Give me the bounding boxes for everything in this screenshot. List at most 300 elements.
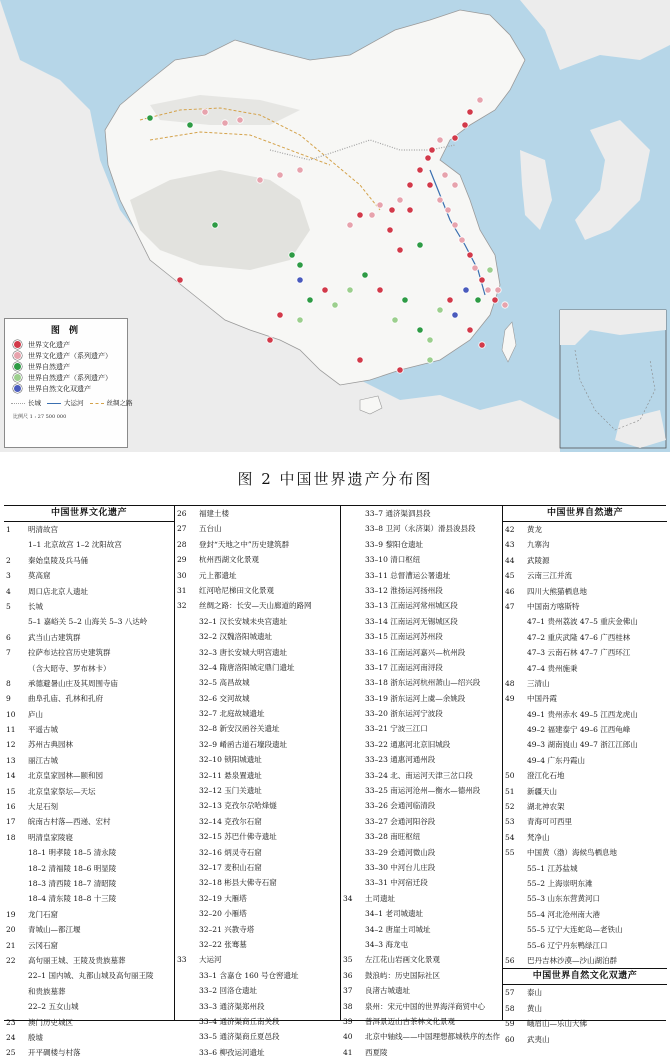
heritage-site-marker <box>297 277 303 283</box>
site-number <box>341 721 365 736</box>
heritage-site-marker <box>417 167 423 173</box>
heritage-site-marker <box>347 222 353 228</box>
site-number <box>4 984 28 999</box>
site-number <box>4 891 28 906</box>
table-row <box>4 584 174 599</box>
site-number: 17 <box>6 817 16 827</box>
site-number: 12 <box>6 740 16 750</box>
table-row <box>4 799 174 814</box>
heritage-site-marker <box>257 177 263 183</box>
heritage-site-marker <box>389 207 395 213</box>
heritage-site-marker <box>277 172 283 178</box>
site-name: 33–12 淮扬运河扬州段 <box>365 585 443 595</box>
site-name: 55–4 河北沧州南大港 <box>527 909 600 919</box>
site-name: 33–16 江南运河嘉兴—杭州段 <box>365 647 466 657</box>
table-row <box>341 737 503 752</box>
site-name: 33–27 会通河阳谷段 <box>365 816 436 826</box>
heritage-site-marker <box>425 155 431 161</box>
site-name: 平遥古城 <box>28 725 58 735</box>
table-row <box>341 506 503 521</box>
site-number <box>175 829 199 844</box>
site-name: 33–28 南旺枢纽 <box>365 832 421 842</box>
site-number <box>175 783 199 798</box>
legend-item-mixed <box>5 383 127 394</box>
site-name: 22–1 国内城、丸都山城及高句丽王陵 <box>28 971 154 981</box>
table-row <box>175 691 341 706</box>
site-number: 20 <box>6 925 16 935</box>
table-row <box>341 645 503 660</box>
table-row <box>175 860 341 875</box>
site-number <box>341 829 365 844</box>
heritage-site-marker <box>492 297 498 303</box>
heritage-site-marker <box>402 297 408 303</box>
site-number: 22 <box>6 955 16 965</box>
silk-road-line-icon <box>90 403 104 404</box>
table-row <box>503 876 667 891</box>
table-row <box>175 829 341 844</box>
culture-header: 中国世界文化遗产 <box>4 506 174 522</box>
site-number: 40 <box>343 1032 353 1042</box>
table-row <box>341 552 503 567</box>
heritage-site-marker <box>495 287 501 293</box>
table-row <box>503 814 667 829</box>
site-name: 33–26 会通河临清段 <box>365 801 436 811</box>
site-number <box>175 968 199 983</box>
table-row <box>175 814 341 829</box>
site-name: 33–1 含嘉仓 160 号仓窖遗址 <box>199 970 299 980</box>
site-number <box>175 999 199 1014</box>
table-row <box>4 1030 174 1045</box>
site-number: 51 <box>505 786 515 796</box>
table-row <box>503 985 667 1000</box>
heritage-site-marker <box>347 287 353 293</box>
table-row <box>4 737 174 752</box>
site-name: 西夏陵 <box>365 1047 388 1057</box>
table-row <box>4 907 174 922</box>
site-name: 明清故宫 <box>28 525 58 534</box>
table-row <box>341 783 503 798</box>
heritage-site-marker <box>297 317 303 323</box>
site-name: 33–2 回洛仓遗址 <box>199 986 257 996</box>
site-name: 33–6 柳孜运河遗址 <box>199 1047 265 1057</box>
site-name: 和贵族墓葬 <box>28 986 66 996</box>
site-name: 55–2 上海崇明东滩 <box>527 878 593 888</box>
site-name: 莫高窟 <box>28 571 51 581</box>
legend-line-grand-canal <box>47 398 84 407</box>
heritage-site-marker <box>459 237 465 243</box>
site-number <box>4 999 28 1014</box>
site-number: 41 <box>343 1047 353 1057</box>
table-row <box>341 937 503 952</box>
heritage-site-marker <box>487 267 493 273</box>
table-row <box>4 676 174 691</box>
site-number: 24 <box>6 1032 16 1042</box>
table-row <box>175 1045 341 1060</box>
site-name: 黄山 <box>527 1003 542 1013</box>
site-name: 峨眉山—乐山大佛 <box>527 1019 587 1029</box>
great-wall-line-icon <box>11 403 25 404</box>
site-name: 云冈石窟 <box>28 940 58 950</box>
heritage-site-marker <box>322 287 328 293</box>
table-row <box>4 968 174 983</box>
site-number <box>341 506 365 521</box>
site-name: 34–1 老司城遗址 <box>365 909 423 919</box>
site-name: （含大昭寺、罗布林卡） <box>28 663 111 673</box>
site-name: 杭州西湖文化景观 <box>199 555 259 565</box>
site-number: 36 <box>343 970 353 980</box>
site-number <box>175 645 199 660</box>
site-name: 梵净山 <box>527 832 550 842</box>
table-row <box>503 1032 667 1047</box>
site-number <box>503 707 527 722</box>
heritage-site-marker <box>427 337 433 343</box>
site-name: 33–9 黎阳仓遗址 <box>365 539 423 549</box>
site-number <box>503 722 527 737</box>
table-row <box>4 938 174 953</box>
site-number <box>503 614 527 629</box>
table-row <box>4 861 174 876</box>
table-row <box>503 922 667 937</box>
site-name: 北京皇家祭坛—天坛 <box>28 786 96 796</box>
site-name: 33–31 中河宿迁段 <box>365 878 428 888</box>
table-row <box>175 798 341 813</box>
grand-canal-line-icon <box>47 403 61 404</box>
site-number <box>503 861 527 876</box>
site-name: 巴丹吉林沙漠—沙山湖泊群 <box>527 955 617 965</box>
site-number <box>341 521 365 536</box>
heritage-site-marker <box>202 109 208 115</box>
site-name: 福建土楼 <box>199 509 229 518</box>
table-row <box>175 568 341 583</box>
site-name: 武当山古建筑群 <box>28 632 81 642</box>
site-number: 26 <box>177 509 187 518</box>
heritage-site-marker <box>467 327 473 333</box>
site-name: 33–3 通济渠郑州段 <box>199 1001 265 1011</box>
site-number: 10 <box>6 709 16 719</box>
site-number <box>175 706 199 721</box>
site-number: 2 <box>6 555 11 565</box>
site-number <box>175 768 199 783</box>
site-number <box>175 922 199 937</box>
site-name: 青城山—都江堰 <box>28 925 81 935</box>
heritage-site-marker <box>452 182 458 188</box>
table-row <box>341 952 503 967</box>
legend-label: 世界文化遗产（系列遗产） <box>28 351 112 360</box>
site-number <box>175 814 199 829</box>
legend-lines <box>5 398 133 407</box>
table-row <box>503 661 667 676</box>
site-number <box>503 661 527 676</box>
site-number: 48 <box>505 678 515 688</box>
table-row <box>175 706 341 721</box>
table-row <box>175 783 341 798</box>
site-number <box>341 629 365 644</box>
heritage-site-marker <box>357 212 363 218</box>
heritage-site-marker <box>427 182 433 188</box>
site-number: 54 <box>505 832 515 842</box>
heritage-site-marker <box>467 252 473 258</box>
table-row <box>341 891 503 906</box>
site-name: 湖北神农架 <box>527 802 565 812</box>
table-row <box>503 953 667 968</box>
table-row <box>4 984 174 999</box>
site-name: 33–23 通惠河通州段 <box>365 755 436 765</box>
site-number <box>4 968 28 983</box>
site-name: 32–19 大雁塔 <box>199 893 247 903</box>
legend-label: 世界自然遗产（系列遗产） <box>28 373 112 382</box>
site-number <box>341 645 365 660</box>
site-name: 32–21 兴教寺塔 <box>199 924 255 934</box>
site-name: 承德避暑山庄及其周围寺庙 <box>28 678 118 688</box>
site-number <box>4 661 28 676</box>
site-name: 泉州：宋元中国的世界海洋商贸中心 <box>365 1001 485 1011</box>
heritage-site-marker <box>427 357 433 363</box>
table-row <box>175 1029 341 1044</box>
nature-header: 中国世界自然遗产 <box>503 506 667 522</box>
site-name: 北京皇家园林—颐和园 <box>28 771 103 781</box>
site-number: 34 <box>343 893 353 903</box>
site-number <box>4 614 28 629</box>
heritage-site-marker <box>417 242 423 248</box>
site-name: 33–30 中河台儿庄段 <box>365 862 436 872</box>
table-row <box>175 629 341 644</box>
table-row <box>175 752 341 767</box>
site-number <box>341 752 365 767</box>
legend-item-culture <box>5 339 127 350</box>
heritage-site-marker <box>362 272 368 278</box>
table-row <box>341 768 503 783</box>
site-number: 60 <box>505 1034 515 1044</box>
heritage-table <box>4 505 666 1058</box>
heritage-site-marker <box>267 337 273 343</box>
table-row <box>341 1029 503 1044</box>
site-name: 33–15 江南运河苏州段 <box>365 632 443 642</box>
table-row <box>503 768 667 783</box>
site-number <box>503 938 527 953</box>
site-name: 32–1 汉长安城未央宫遗址 <box>199 616 287 626</box>
heritage-site-marker <box>147 115 153 121</box>
site-name: 青海可可西里 <box>527 817 572 827</box>
site-number <box>341 845 365 860</box>
site-number: 6 <box>6 632 11 642</box>
table-row <box>341 860 503 875</box>
site-name: 澳门历史城区 <box>28 1017 73 1027</box>
site-name: 五台山 <box>199 524 222 534</box>
site-name: 高句丽王城、王陵及贵族墓葬 <box>28 955 126 965</box>
nature-serial-dot-icon <box>13 373 22 382</box>
table-row <box>175 983 341 998</box>
legend-label: 世界自然遗产 <box>28 362 70 371</box>
site-number <box>503 753 527 768</box>
table-row <box>503 845 667 860</box>
site-number <box>175 660 199 675</box>
heritage-site-marker <box>445 207 451 213</box>
table-row <box>503 907 667 922</box>
site-name: 32–7 北庭故城遗址 <box>199 709 265 719</box>
table-row <box>503 1016 667 1031</box>
site-number: 5 <box>6 601 11 611</box>
site-name: 1–1 北京故宫 1–2 沈阳故宫 <box>28 540 122 550</box>
site-name: 土司遗址 <box>365 893 395 903</box>
legend-label: 世界自然文化双遗产 <box>28 384 91 393</box>
heritage-site-marker <box>479 342 485 348</box>
table-row <box>341 583 503 598</box>
site-number <box>341 922 365 937</box>
site-number <box>341 583 365 598</box>
table-row <box>175 506 341 521</box>
heritage-site-marker <box>297 167 303 173</box>
heritage-site-marker <box>212 222 218 228</box>
table-row <box>341 521 503 536</box>
site-name: 良渚古城遗址 <box>365 986 410 996</box>
site-name: 32–11 悬泉置遗址 <box>199 770 262 780</box>
site-name: 中国黄（渤）海候鸟栖息地 <box>527 848 617 858</box>
table-row <box>4 537 174 552</box>
site-name: 34–3 海龙屯 <box>365 939 408 949</box>
site-name: 丽江古城 <box>28 755 58 765</box>
table-row <box>341 875 503 890</box>
site-name: 33–17 江南运河南浔段 <box>365 662 443 672</box>
site-number <box>175 798 199 813</box>
site-name: 三清山 <box>527 678 550 688</box>
culture-serial-dot-icon <box>13 351 22 360</box>
table-row <box>4 568 174 583</box>
heritage-site-marker <box>502 302 508 308</box>
site-number <box>341 598 365 613</box>
site-number <box>175 875 199 890</box>
table-row <box>175 922 341 937</box>
heritage-site-marker <box>397 367 403 373</box>
site-number: 11 <box>6 725 16 735</box>
table-row <box>175 675 341 690</box>
site-number: 19 <box>6 909 16 919</box>
site-name: 32–20 小雁塔 <box>199 909 247 919</box>
site-number: 52 <box>505 802 515 812</box>
site-name: 明清皇家陵寝 <box>28 832 73 842</box>
table-row <box>503 722 667 737</box>
map-scale: 比例尺 1 : 27 500 000 <box>13 414 67 420</box>
site-name: 33–22 通惠河北京旧城段 <box>365 739 451 749</box>
table-row <box>503 599 667 614</box>
site-number <box>175 691 199 706</box>
table-row <box>341 983 503 998</box>
site-name: 苏州古典园林 <box>28 740 73 750</box>
legend-item-nature-serial <box>5 372 127 383</box>
table-row <box>341 629 503 644</box>
table-row <box>341 691 503 706</box>
site-name: 18–4 清东陵 18–8 十三陵 <box>28 894 117 904</box>
table-row <box>4 645 174 660</box>
site-name: 55–6 辽宁丹东鸭绿江口 <box>527 940 608 950</box>
site-name: 18–1 明孝陵 18–5 清永陵 <box>28 848 117 858</box>
site-number <box>175 860 199 875</box>
legend-label: 丝绸之路 <box>106 399 133 407</box>
table-row <box>175 952 341 967</box>
site-number: 33 <box>177 955 187 965</box>
site-name: 武陵源 <box>527 555 550 565</box>
site-name: 32–9 崤函古道石壕段遗址 <box>199 739 287 749</box>
site-number: 32 <box>177 601 187 611</box>
heritage-site-marker <box>357 357 363 363</box>
table-row <box>175 583 341 598</box>
site-name: 33–19 浙东运河上虞—余姚段 <box>365 693 466 703</box>
site-number <box>4 537 28 552</box>
heritage-site-marker <box>452 312 458 318</box>
site-name: 32–22 张骞墓 <box>199 939 247 949</box>
site-number: 58 <box>505 1003 515 1013</box>
site-name: 34–2 唐崖土司城址 <box>365 924 431 934</box>
table-row <box>4 814 174 829</box>
table-row <box>503 799 667 814</box>
table-row <box>503 522 667 537</box>
table-row <box>4 753 174 768</box>
table-row <box>4 614 174 629</box>
table-row <box>175 875 341 890</box>
site-number <box>341 660 365 675</box>
site-name: 周口店北京人遗址 <box>28 586 88 596</box>
site-name: 33–14 江南运河无锡城区段 <box>365 616 458 626</box>
site-number: 35 <box>343 955 353 965</box>
site-name: 黄龙 <box>527 525 542 534</box>
heritage-site-marker <box>429 147 435 153</box>
heritage-site-marker <box>437 307 443 313</box>
table-row <box>175 845 341 860</box>
site-number <box>341 568 365 583</box>
heritage-site-marker <box>467 109 473 115</box>
site-number: 18 <box>6 832 16 842</box>
site-number: 7 <box>6 648 11 658</box>
site-number: 31 <box>177 585 187 595</box>
site-number <box>341 706 365 721</box>
site-number <box>175 614 199 629</box>
site-name: 龙门石窟 <box>28 909 58 919</box>
site-number: 14 <box>6 771 16 781</box>
site-number <box>175 1029 199 1044</box>
table-row <box>4 922 174 937</box>
site-name: 泰山 <box>527 988 542 998</box>
heritage-site-marker <box>397 197 403 203</box>
table-row <box>175 521 341 536</box>
site-name: 澄江化石地 <box>527 771 565 781</box>
legend-label: 世界文化遗产 <box>28 340 70 349</box>
site-number: 29 <box>177 555 187 565</box>
table-row <box>4 999 174 1014</box>
site-number: 1 <box>6 525 11 534</box>
site-name: 55–1 江苏盐城 <box>527 863 578 873</box>
site-name: 32–5 高昌故城 <box>199 678 250 688</box>
table-row <box>341 922 503 937</box>
site-number <box>175 891 199 906</box>
table-row <box>175 598 341 613</box>
site-name: 开平碉楼与村落 <box>28 1048 81 1058</box>
table-row <box>341 598 503 613</box>
site-number: 46 <box>505 586 515 596</box>
table-row <box>503 537 667 552</box>
table-row <box>175 937 341 952</box>
table-row <box>341 660 503 675</box>
heritage-map <box>0 0 670 452</box>
site-number <box>503 630 527 645</box>
site-number: 13 <box>6 755 16 765</box>
heritage-site-marker <box>417 327 423 333</box>
table-row <box>503 784 667 799</box>
site-name: 左江花山岩画文化景观 <box>365 955 440 965</box>
table-row <box>4 1045 174 1060</box>
site-number: 27 <box>177 524 187 534</box>
site-name: 武夷山 <box>527 1034 550 1044</box>
site-number <box>175 675 199 690</box>
table-row <box>341 706 503 721</box>
